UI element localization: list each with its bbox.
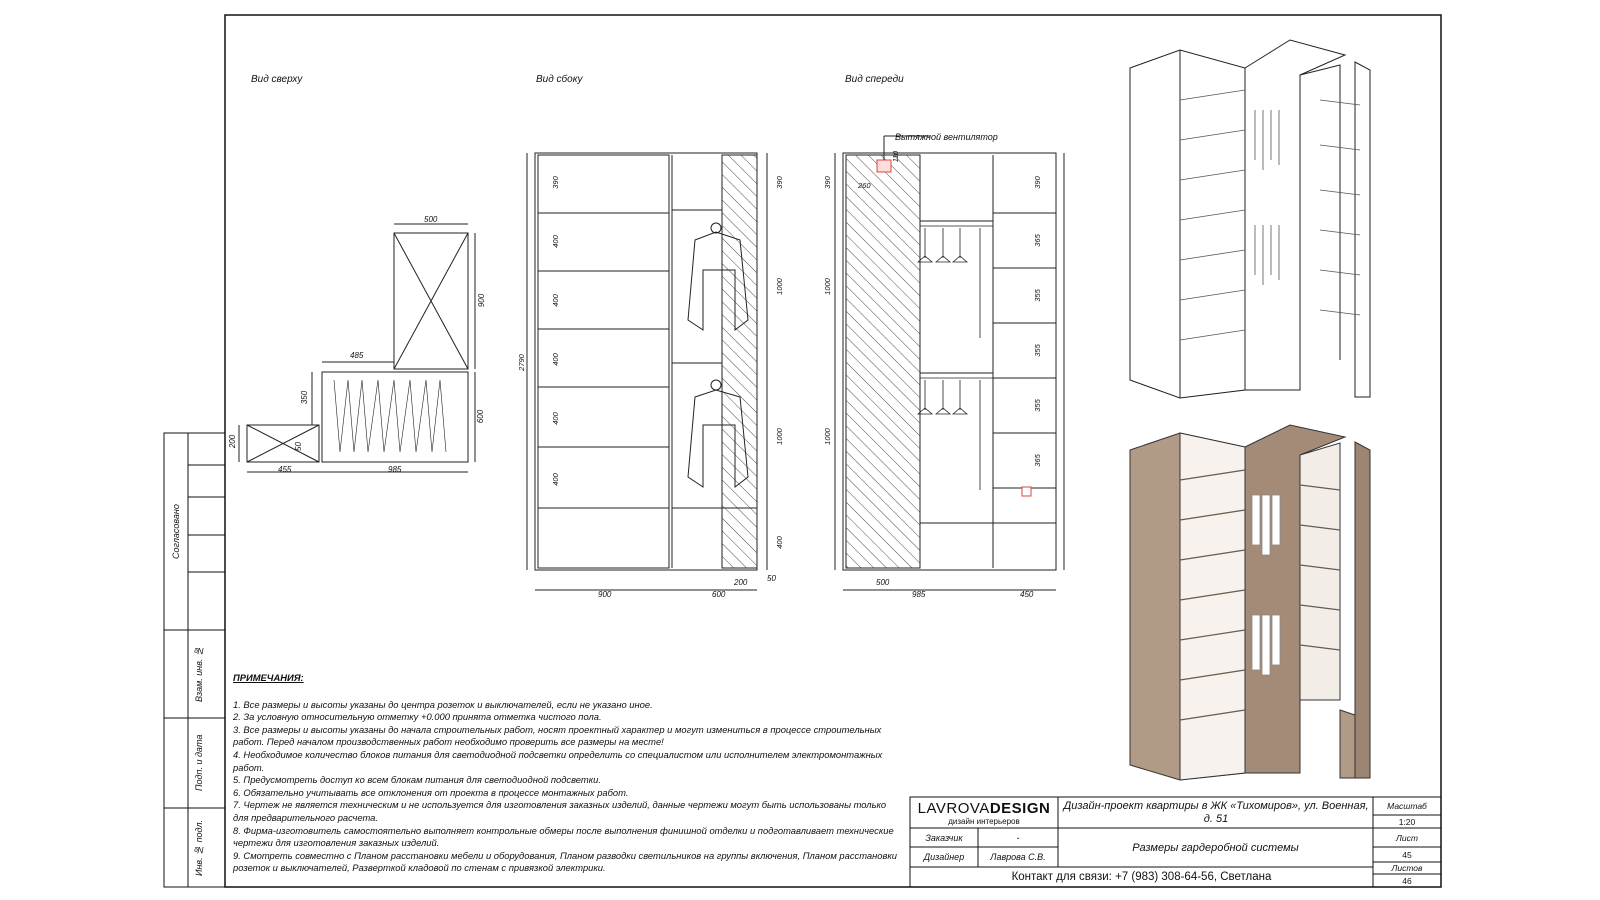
dim-label: 365 bbox=[1032, 234, 1042, 247]
dim-label: 400 bbox=[774, 536, 784, 549]
view-label-side: Вид сбоку bbox=[536, 74, 583, 85]
dim-label: 50 bbox=[767, 574, 776, 583]
dim-label: 1000 bbox=[774, 278, 784, 295]
view-label-top: Вид сверху bbox=[251, 74, 303, 85]
dim-label: 365 bbox=[1032, 454, 1042, 467]
dim-label: 450 bbox=[1020, 590, 1034, 599]
sheet-title: Размеры гардеробной системы bbox=[1132, 841, 1299, 854]
dim-label: 400 bbox=[550, 412, 560, 425]
note-item: 2. За условную относительную отметку +0.000 принята отметка чистого пола. bbox=[233, 711, 602, 723]
dim-label: 400 bbox=[550, 235, 560, 248]
dim-label: 900 bbox=[477, 293, 487, 308]
dim-label: 355 bbox=[1032, 344, 1042, 357]
iso-wireframe bbox=[1130, 40, 1370, 398]
logo-subtitle: дизайн интерьеров bbox=[948, 817, 1020, 826]
dim-label: 600 bbox=[476, 409, 486, 424]
notes-title: ПРИМЕЧАНИЯ: bbox=[233, 672, 304, 683]
dim-label: 400 bbox=[550, 353, 560, 366]
scale-label: Масштаб bbox=[1387, 801, 1427, 811]
dim-label: 455 bbox=[278, 465, 292, 474]
contact: Контакт для связи: +7 (983) 308-64-56, Светлана bbox=[1011, 871, 1272, 883]
dim-label: 110 bbox=[893, 150, 901, 163]
dim-label: 1000 bbox=[822, 278, 832, 295]
stamp-podp-data: Подп. и дата bbox=[194, 734, 204, 792]
sheets-value: 46 bbox=[1402, 875, 1412, 886]
dim-label: 400 bbox=[550, 473, 560, 486]
note-item: 8. Фирма-изготовитель самостоятельно выполняет контрольные обмеры после выполнения финишной отделки и подготавливает технические чертежи для изготовления заказных изделий. bbox=[233, 824, 897, 849]
note-item: 7. Чертеж не является техническим и не используется для изготовления заказных изделий, данные чертежи могут быть использованы только для предварительного расчета. bbox=[233, 799, 889, 823]
dim-label: 600 bbox=[712, 590, 726, 599]
customer-value: - bbox=[1016, 832, 1020, 843]
sheets-label: Листов bbox=[1391, 863, 1423, 873]
scale-value: 1:20 bbox=[1398, 816, 1416, 827]
designer-value: Лаврова С.В. bbox=[990, 852, 1046, 862]
customer-label: Заказчик bbox=[925, 832, 963, 843]
dim-label: 50 bbox=[293, 442, 303, 451]
dim-label: 1000 bbox=[822, 428, 832, 445]
stamp-agreed: Согласовано bbox=[171, 504, 181, 559]
note-item: 4. Необходимое количество блоков питания для светодиодной подсветки определить со специалистом или исполнителем электромонтажных работ. bbox=[233, 748, 885, 773]
note-item: 9. Смотреть совместно с Планом расстановки мебели и оборудования, Планом разводки светильников на группы включения, Планом расстановки розеток и выключателей, Разверткой кладовой по стенам с привязкой электрики. bbox=[233, 849, 900, 874]
dim-label: 390 bbox=[774, 176, 784, 189]
stamp-inv-zam: Взам. инв. № bbox=[194, 646, 204, 702]
iso-colored bbox=[1130, 425, 1370, 780]
note-item: 5. Предусмотреть доступ ко всем блокам питания для светодиодной подсветки. bbox=[233, 774, 601, 786]
dim-label: 985 bbox=[912, 590, 926, 599]
note-item: 6. Обязательно учитывать все отклонения от проекта в процессе монтажных работ. bbox=[233, 786, 629, 798]
front-view bbox=[835, 136, 1064, 590]
sheet-label: Лист bbox=[1396, 832, 1418, 843]
designer-label: Дизайнер bbox=[923, 852, 965, 862]
logo bbox=[910, 799, 1058, 817]
stamp-inv-podl: Инв. № подл. bbox=[194, 819, 204, 876]
logo-bold: DESIGN bbox=[989, 799, 1051, 817]
dim-label: 500 bbox=[424, 215, 438, 224]
dim-label: 355 bbox=[1032, 399, 1042, 412]
dim-label: 260 bbox=[858, 181, 871, 190]
logo-light: LAVROVA bbox=[917, 799, 990, 817]
sheet-value: 45 bbox=[1402, 849, 1412, 860]
dim-label: 390 bbox=[1032, 176, 1042, 189]
notes-block bbox=[233, 672, 903, 875]
dim-label: 200 bbox=[228, 434, 238, 449]
dim-label: 400 bbox=[550, 294, 560, 307]
side-view bbox=[527, 153, 767, 590]
top-view bbox=[239, 224, 475, 472]
dim-label: 1000 bbox=[774, 428, 784, 445]
annotation-fan: Вытяжной вентилятор bbox=[895, 132, 998, 142]
note-item: 1. Все размеры и высоты указаны до центра розеток и выключателей, если не указано иное. bbox=[233, 698, 653, 710]
project-title: Дизайн-проект квартиры в ЖК «Тихомиров», ул. Военная, д. 51 bbox=[1063, 800, 1369, 825]
dim-label: 2790 bbox=[516, 354, 526, 371]
dim-label: 390 bbox=[550, 176, 560, 189]
dim-label: 200 bbox=[734, 578, 748, 587]
dim-label: 500 bbox=[876, 578, 890, 587]
dim-label: 390 bbox=[822, 176, 832, 189]
dim-label: 350 bbox=[300, 390, 310, 405]
dim-label: 355 bbox=[1032, 289, 1042, 302]
dim-label: 985 bbox=[388, 465, 402, 474]
dim-label: 485 bbox=[350, 351, 364, 360]
dim-label: 900 bbox=[598, 590, 612, 599]
view-label-front: Вид спереди bbox=[845, 74, 904, 85]
note-item: 3. Все размеры и высоты указаны до начала строительных работ, носят проектный характер и могут измениться в процессе строительных работ. Перед началом производственных работ необходимо проверить все размеры на месте! bbox=[233, 723, 884, 748]
